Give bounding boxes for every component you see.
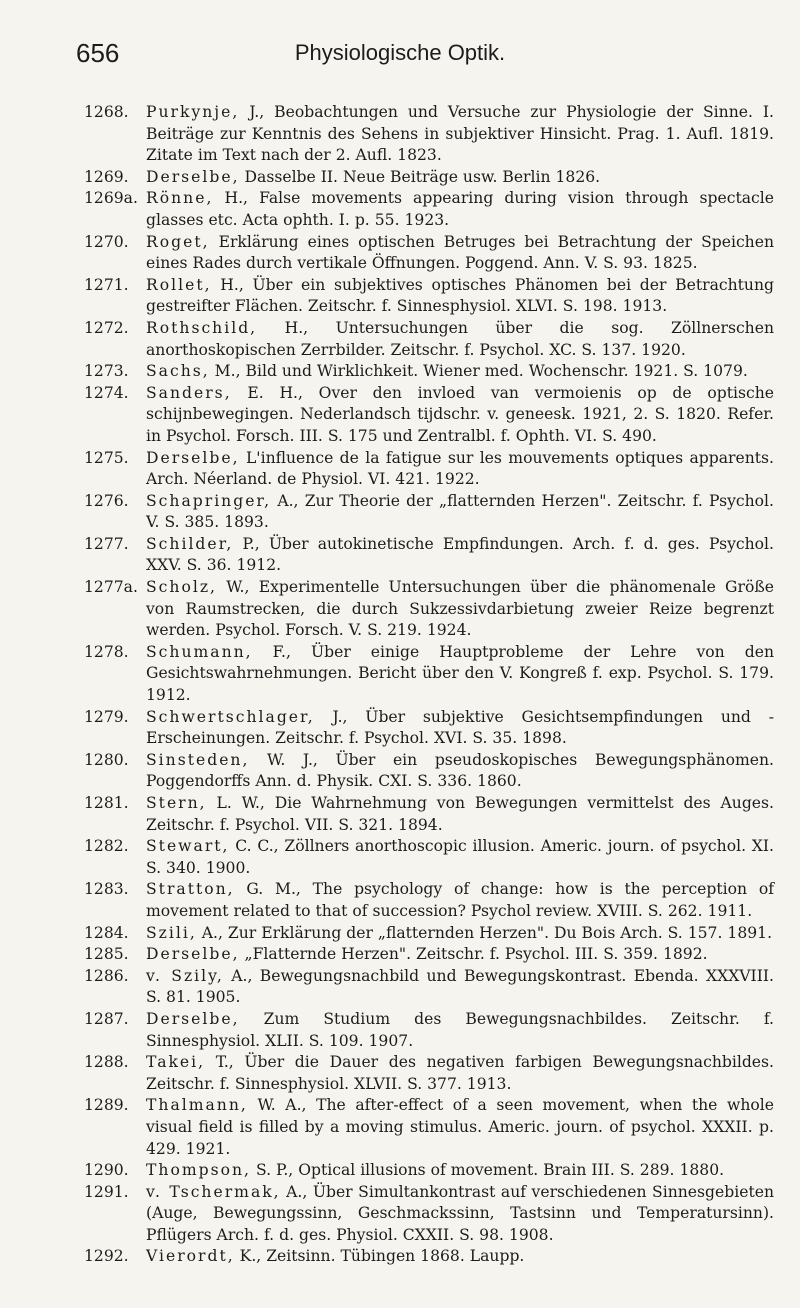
- reference-text: M., Bild und Wirklichkeit. Wiener med. Wochenschr. 1921. S. 1079.: [209, 362, 748, 381]
- reference-author: Thompson,: [146, 1161, 251, 1180]
- reference-body: [146, 318, 774, 361]
- reference-body: [146, 361, 774, 383]
- reference-author: Schwertschlager,: [146, 707, 315, 726]
- reference-entry: [84, 102, 774, 167]
- reference-body: [146, 102, 774, 167]
- reference-number: 1291.: [84, 1182, 129, 1201]
- reference-number: 1288.: [84, 1053, 129, 1072]
- reference-body: [146, 707, 774, 750]
- reference-author: Derselbe,: [146, 945, 240, 964]
- reference-text: H., False movements appearing during vision through spectacle glasses etc. Acta ophth. I. p. 55. 1923.: [146, 189, 774, 229]
- reference-number: 1283.: [84, 880, 129, 899]
- reference-author: Stratton,: [146, 880, 235, 899]
- reference-body: [146, 232, 774, 275]
- reference-number: 1285.: [84, 945, 129, 964]
- reference-entry: [84, 750, 774, 793]
- reference-author: Thalmann,: [146, 1096, 248, 1115]
- reference-number: 1284.: [84, 923, 129, 942]
- reference-body: [146, 793, 774, 836]
- reference-entry: [84, 1246, 774, 1268]
- reference-text: H., Untersuchungen über die sog. Zöllnerschen anorthoskopischen Zerrbilder. Zeitschr. f. Psychol. XC. S. 137. 1920.: [146, 318, 774, 359]
- reference-body: [146, 836, 774, 879]
- reference-number: 1277a.: [84, 578, 138, 597]
- reference-text: T., Über die Dauer des negativen farbigen Bewegungsnachbildes. Zeitschr. f. Sinnesphysiol. XLVII. S. 377. 1913.: [146, 1053, 774, 1093]
- reference-author: v. Szily,: [146, 966, 224, 985]
- reference-number: 1273.: [84, 362, 129, 381]
- reference-author: Stern,: [146, 794, 207, 812]
- reference-author: Schumann,: [146, 642, 253, 661]
- reference-body: [146, 1246, 774, 1268]
- reference-number: 1290.: [84, 1161, 129, 1180]
- reference-number: 1275.: [84, 448, 129, 467]
- reference-entry: [84, 1052, 774, 1095]
- reference-body: [146, 1009, 774, 1052]
- reference-text: S. P., Optical illusions of movement. Brain III. S. 289. 1880.: [251, 1161, 725, 1180]
- reference-body: [146, 188, 774, 231]
- reference-entry: [84, 361, 774, 383]
- reference-entry: [84, 944, 774, 966]
- reference-text: A., Bewegungsnachbild und Bewegungskontrast. Ebenda. XXXVIII. S. 81. 1905.: [146, 966, 774, 1007]
- reference-entry: [84, 642, 774, 707]
- reference-text: F., Über einige Hauptprobleme der Lehre von den Gesichtswahrnehmungen. Bericht über den V. Kongreß f. exp. Psychol. S. 179. 1912.: [146, 642, 774, 705]
- reference-body: [146, 491, 774, 534]
- reference-entry: [84, 1160, 774, 1182]
- reference-body: [146, 577, 774, 642]
- reference-body: [146, 1160, 774, 1182]
- reference-author: Derselbe,: [146, 167, 240, 186]
- reference-body: [146, 1052, 774, 1095]
- reference-body: [146, 966, 774, 1009]
- reference-entry: [84, 383, 774, 448]
- reference-text: „Flatternde Herzen". Zeitschr. f. Psychol. III. S. 359. 1892.: [239, 945, 708, 964]
- reference-author: Roget,: [146, 232, 210, 251]
- reference-number: 1268.: [84, 103, 129, 121]
- reference-entry: [84, 491, 774, 534]
- reference-entry: [84, 188, 774, 231]
- reference-text: H., Über ein subjektives optisches Phänomen bei der Betrachtung gestreifter Flächen. Zeitschr. f. Sinnesphysiol. XLVI. S. 198. 1913.: [146, 275, 774, 316]
- reference-text: L. W., Die Wahrnehmung von Bewegungen vermittelst des Auges. Zeitschr. f. Psychol. VII. S. 321. 1894.: [146, 794, 774, 834]
- reference-entry: [84, 793, 774, 836]
- reference-author: Szili,: [146, 923, 197, 942]
- reference-body: [146, 383, 774, 448]
- reference-text: P., Über autokinetische Empfindungen. Arch. f. d. ges. Psychol. XXV. S. 36. 1912.: [146, 534, 774, 575]
- reference-entry: [84, 1009, 774, 1052]
- reference-text: A., Über Simultankontrast auf verschiedenen Sinnesgebieten (Auge, Bewegungssinn, Geschmackssinn, Tastsinn und Temperatursinn). Pflügers Arch. f. d. ges. Physiol. CXXII. S. 98. 1908.: [146, 1182, 774, 1244]
- reference-number: 1274.: [84, 383, 129, 402]
- reference-text: E. H., Over den invloed van vermoienis op de optische schijnbewegingen. Nederlandsch tijdschr. v. geneesk. 1921, 2. S. 1820. Refer. in Psychol. Forsch. III. S. 175 und Zentralbl. f. Ophth. VI. S. 490.: [146, 383, 774, 445]
- reference-author: Derselbe,: [146, 448, 240, 467]
- reference-number: 1286.: [84, 966, 129, 985]
- reference-entry: [84, 1095, 774, 1160]
- reference-text: Zum Studium des Bewegungsnachbildes. Zeitschr. f. Sinnesphysiol. XLII. S. 109. 1907.: [146, 1009, 774, 1050]
- reference-number: 1272.: [84, 318, 129, 337]
- page-header: [76, 38, 724, 74]
- reference-number: 1270.: [84, 232, 129, 251]
- reference-number: 1269a.: [84, 189, 138, 208]
- page-number: 656: [76, 38, 120, 68]
- reference-body: [146, 944, 774, 966]
- reference-author: v. Tschermak,: [146, 1182, 281, 1201]
- reference-list: [84, 102, 774, 1268]
- reference-body: [146, 1182, 774, 1247]
- reference-body: [146, 534, 774, 577]
- reference-entry: [84, 275, 774, 318]
- reference-text: W. J., Über ein pseudoskopisches Bewegungsphänomen. Poggendorffs Ann. d. Physik. CXI. S. 336. 1860.: [146, 750, 774, 791]
- reference-text: K., Zeitsinn. Tübingen 1868. Laupp.: [234, 1247, 525, 1266]
- reference-entry: [84, 923, 774, 945]
- reference-text: J., Beobachtungen und Versuche zur Physiologie der Sinne. I. Beiträge zur Kenntnis des Sehens in subjektiver Hinsicht. Prag. 1. Aufl. 1819. Zitate im Text nach der 2. Aufl. 1823.: [146, 103, 774, 165]
- reference-author: Stewart,: [146, 837, 230, 856]
- reference-text: J., Über subjektive Gesichtsempfindungen und -Erscheinungen. Zeitschr. f. Psychol. XVI. S. 35. 1898.: [146, 707, 774, 748]
- reference-text: W., Experimentelle Untersuchungen über die phänomenale Größe von Raumstrecken, die durch Sukzessivdarbietung zweier Reize begrenzt werden. Psychol. Forsch. V. S. 219. 1924.: [146, 578, 774, 640]
- reference-body: [146, 167, 774, 189]
- reference-entry: [84, 707, 774, 750]
- reference-author: Rönne,: [146, 189, 214, 208]
- reference-entry: [84, 448, 774, 491]
- reference-author: Sanders,: [146, 383, 232, 402]
- reference-number: 1279.: [84, 707, 129, 726]
- reference-author: Vierordt,: [146, 1247, 235, 1266]
- reference-entry: [84, 966, 774, 1009]
- reference-text: Dasselbe II. Neue Beiträge usw. Berlin 1826.: [239, 167, 601, 186]
- reference-author: Rothschild,: [146, 318, 258, 337]
- reference-author: Schapringer,: [146, 491, 272, 510]
- reference-entry: [84, 167, 774, 189]
- reference-author: Purkynje,: [146, 103, 240, 121]
- reference-text: L'influence de la fatigue sur les mouvements optiques apparents. Arch. Néerland. de Physiol. VI. 421. 1922.: [146, 448, 774, 489]
- reference-author: Sachs,: [146, 362, 210, 381]
- reference-text: A., Zur Theorie der „flatternden Herzen". Zeitschr. f. Psychol. V. S. 385. 1893.: [146, 491, 774, 532]
- reference-body: [146, 1095, 774, 1160]
- reference-author: Sinsteden,: [146, 750, 250, 769]
- reference-text: C. C., Zöllners anorthoscopic illusion. Americ. journ. of psychol. XI. S. 340. 1900.: [146, 837, 774, 877]
- reference-number: 1280.: [84, 750, 129, 769]
- reference-number: 1282.: [84, 837, 129, 856]
- reference-number: 1287.: [84, 1009, 129, 1028]
- reference-entry: [84, 232, 774, 275]
- reference-number: 1281.: [84, 794, 129, 812]
- reference-body: [146, 448, 774, 491]
- reference-entry: [84, 534, 774, 577]
- reference-text: Erklärung eines optischen Betruges bei Betrachtung der Speichen eines Rades durch vertikale Öffnungen. Poggend. Ann. V. S. 93. 1825.: [146, 232, 774, 273]
- reference-author: Scholz,: [146, 578, 218, 597]
- reference-body: [146, 923, 774, 945]
- reference-body: [146, 275, 774, 318]
- reference-entry: [84, 577, 774, 642]
- running-title: Physiologische Optik.: [294, 40, 506, 65]
- reference-author: Derselbe,: [146, 1009, 240, 1028]
- reference-number: 1277.: [84, 534, 129, 553]
- reference-entry: [84, 1182, 774, 1247]
- reference-number: 1271.: [84, 275, 129, 294]
- reference-body: [146, 642, 774, 707]
- reference-number: 1278.: [84, 642, 129, 661]
- reference-number: 1289.: [84, 1096, 129, 1115]
- reference-entry: [84, 879, 774, 922]
- reference-text: W. A., The after-effect of a seen movement, when the whole visual field is filled by a moving stimulus. Americ. journ. of psychol. XXXII. p. 429. 1921.: [146, 1096, 774, 1158]
- reference-author: Schilder,: [146, 534, 234, 553]
- reference-text: A., Zur Erklärung der „flatternden Herzen". Du Bois Arch. S. 157. 1891.: [196, 923, 773, 942]
- reference-number: 1276.: [84, 491, 129, 510]
- reference-author: Takei,: [146, 1053, 206, 1072]
- reference-number: 1269.: [84, 167, 129, 186]
- reference-entry: [84, 318, 774, 361]
- reference-body: [146, 879, 774, 922]
- reference-body: [146, 750, 774, 793]
- reference-entry: [84, 836, 774, 879]
- reference-number: 1292.: [84, 1247, 129, 1266]
- reference-text: G. M., The psychology of change: how is the perception of movement related to that of succession? Psychol review. XVIII. S. 262. 1911.: [146, 880, 774, 920]
- reference-author: Rollet,: [146, 275, 212, 294]
